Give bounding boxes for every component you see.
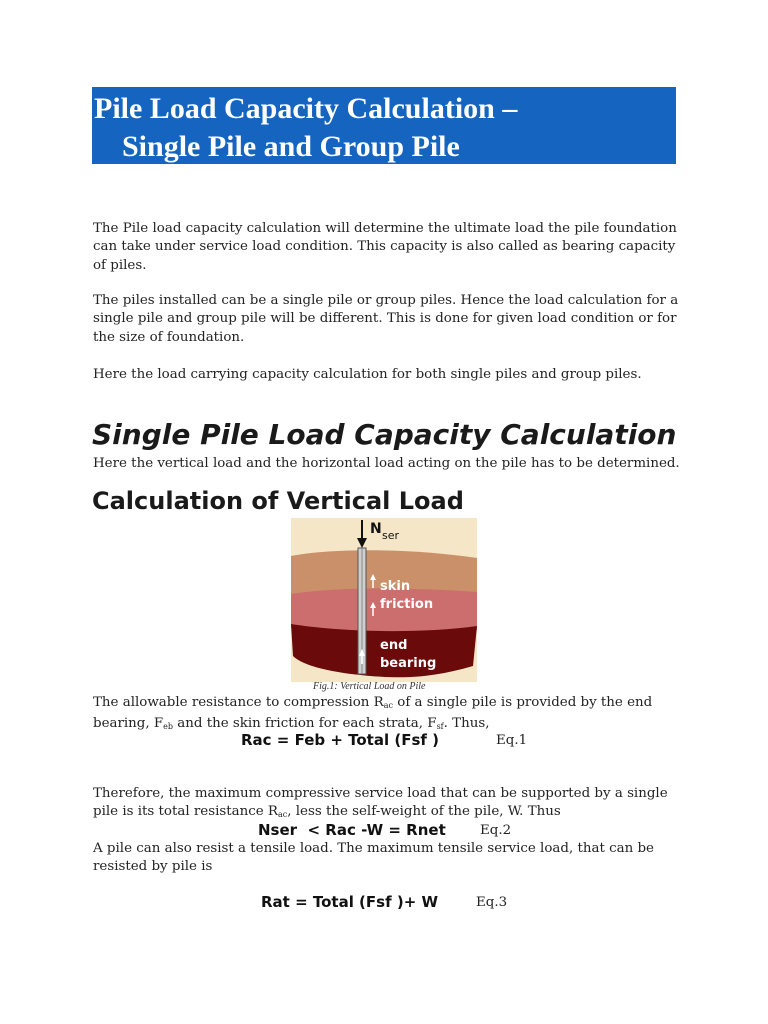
section-intro-text: Here the vertical load and the horizontal load acting on the pile has to be determined. [93,456,680,471]
intro-paragraph-2: The piles installed can be a single pile or group piles. Hence the load calculation for a single pile and group pile will be different. This is done for given load condition or for the size of foundation. [93,293,679,345]
title-line-1: Pile Load Capacity Calculation – [94,92,518,125]
figure-label-bearing: bearing [380,656,437,671]
title-line-2: Single Pile and Group Pile [122,130,460,163]
figure-label-skin: skin [380,579,411,594]
body-paragraph-resistance: The allowable resistance to compression $R_{ac}$ of a single pile is provided by the end bearing, $F_{eb}$ and the skin friction for each strata, $F_{sf}$. Thus, [93,695,653,732]
section-heading-vertical-load: Calculation of Vertical Load [92,487,464,515]
section-heading-single-pile: Single Pile Load Capacity Calculation [92,418,677,451]
intro-paragraph-1: The Pile load capacity calculation will determine the ultimate load the pile foundation can take under service load condition. This capacity is also called as bearing capacity of piles. [93,221,677,273]
figure-label-friction: friction [380,597,434,612]
equation-1-number: Eq.1 [496,733,528,748]
equation-3: Rat = Total (Fsf )+ W [261,893,439,911]
equation-1: Rac = Feb + Total (Fsf ) [241,731,439,749]
pile-diagram [291,518,477,682]
figure-label-end: end [380,638,408,653]
intro-paragraph-3: Here the load carrying capacity calculation for both single piles and group piles. [93,367,642,382]
equation-2-number: Eq.2 [480,823,512,838]
figure-label-n: N [370,521,382,537]
equation-3-number: Eq.3 [476,895,508,910]
equation-2: Nser < Rac -W = Rnet [258,821,446,839]
figure-caption: Fig.1: Vertical Load on Pile [313,681,426,692]
vertical-load-figure [291,518,477,682]
body-paragraph-tensile: A pile can also resist a tensile load. The maximum tensile service load, that can be resisted by pile is [93,841,654,875]
body-paragraph-compressive: Therefore, the maximum compressive service load that can be supported by a single pile is its total resistance $R_{ac}$, less the self-weight of the pile, W. Thus [93,786,668,820]
figure-label-n-sub: ser [382,529,400,542]
page-title [92,87,676,164]
